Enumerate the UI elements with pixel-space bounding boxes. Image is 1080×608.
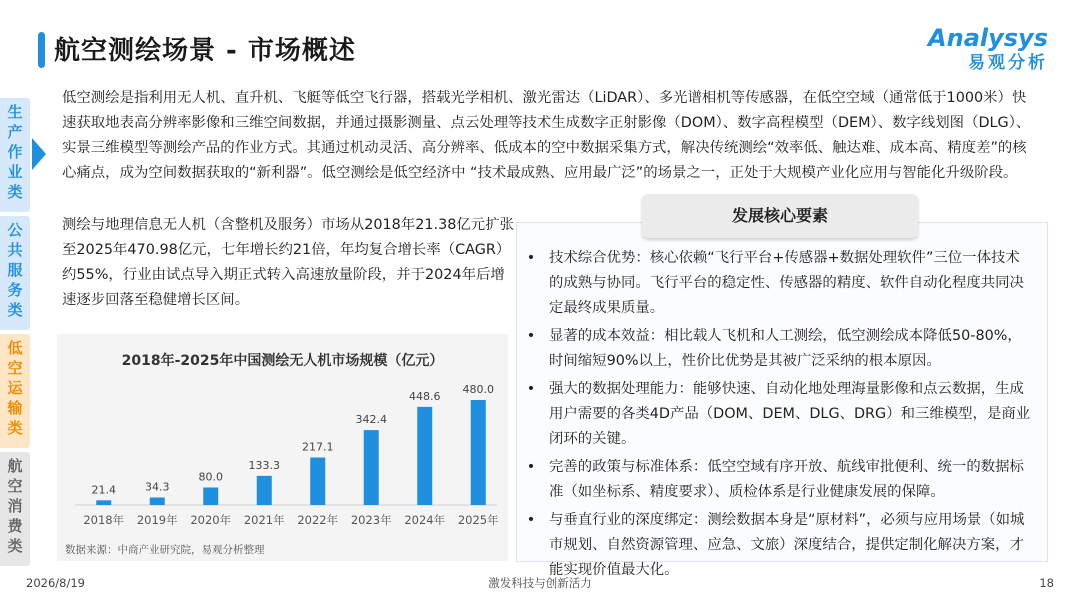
bullet-icon: • [526,512,536,528]
list-item [524,246,1032,321]
chart-bar [257,476,272,505]
chart-bar [150,497,165,505]
x-tick-label: 2024年 [404,513,446,527]
nav-char: 服 [7,261,23,279]
nav-char: 生 [7,103,23,121]
nav-char: 空 [7,477,23,495]
x-tick-label: 2018年 [83,513,125,527]
chart-bar [203,488,218,506]
bar-value-label: 80.0 [198,470,223,484]
x-tick-label: 2025年 [457,513,499,527]
x-tick-label: 2021年 [243,513,285,527]
nav-char: 空 [7,359,23,377]
footer-date: 2026/8/19 [26,576,85,590]
intro-paragraph: 低空测绘是指利用无人机、直升机、飞艇等低空飞行器，搭载光学相机、激光雷达（LiDAR）、多光谱相机等传感器，在低空空域（通常低于1000米）快速获取地表高分辨率影像和三维空间数据，并通过摄影测量、点云处理等技术生成数字正射影像（DOM）、数字高程模型（DEM）、数字线划图（DLG）、实景三维模型等测绘产品的作业方式。其通过机动灵活、高分辨率、低成本的空中数据采集方式，解决传统测绘“效率低、触达难、成本高、精度差”的核心痛点，成为空间数据获取的“新利器”。低空测绘是低空经济中 “技术最成熟、应用最广泛”的场景之一，正处于大规模产业化应用与智能化升级阶段。 [62,90,1031,181]
nav-char: 共 [7,241,23,259]
bar-chart-svg [57,334,508,561]
nav-char: 消 [7,497,23,515]
x-tick-label: 2020年 [190,513,232,527]
chart-source: 数据来源：中商产业研究院，易观分析整理 [65,544,265,556]
page-number: 18 [1039,576,1054,590]
bar-value-label: 217.1 [302,440,334,454]
chart-bar [417,407,432,505]
active-nav-arrow-icon [32,138,46,170]
bar-value-label: 448.6 [409,389,441,403]
chart-title: 2018年-2025年中国测绘无人机市场规模（亿元） [121,353,444,369]
sidebar-nav [0,98,30,570]
x-tick-label: 2022年 [297,513,339,527]
list-item [524,455,1032,505]
list-item [524,508,1032,583]
nav-char: 类 [7,301,23,319]
nav-char: 航 [7,457,23,475]
list-item [524,324,1032,374]
market-size-chart [57,334,508,561]
sidebar-item-production[interactable] [0,98,30,212]
nav-char: 公 [7,221,23,239]
market-paragraph: 测绘与地理信息无人机（含整机及服务）市场从2018年21.38亿元扩张至2025年470.98亿元，七年增长约21倍，年均复合增长率（CAGR）约55%，行业由试点导入期正式转入高速放量阶段，并于2024年后增速逐步回落至稳健增长区间。 [62,217,514,308]
sidebar-item-public-service[interactable] [0,216,30,330]
sidebar-item-aviation-consumer[interactable] [0,452,30,566]
chart-bar [96,500,111,505]
list-item [524,377,1032,452]
core-factors-list [524,246,1032,586]
nav-char: 务 [7,281,23,299]
title-accent-bar [38,32,45,68]
bullet-icon: • [526,250,536,266]
bar-value-label: 21.4 [91,483,116,497]
bar-value-label: 480.0 [462,383,494,396]
x-tick-label: 2019年 [136,513,178,527]
nav-char: 低 [7,339,23,357]
analysys-logo [928,24,1048,74]
logo-chinese: 易观分析 [968,53,1048,73]
chart-bar [310,458,325,505]
nav-char: 类 [7,183,23,201]
list-item-text: 与垂直行业的深度绑定：测绘数据本身是“原材料”，必须与应用场景（如城市规划、自然资源管理、应急、文旅）深度结合，提供定制化解决方案，才能实现价值最大化。 [549,512,1025,578]
chart-bar [364,430,379,505]
logo-english: Analysys [928,24,1048,52]
x-tick-label: 2023年 [350,513,392,527]
nav-char: 类 [7,537,23,555]
chart-bar [471,400,486,505]
list-item-text: 强大的数据处理能力：能够快速、自动化地处理海量影像和点云数据，生成用户需要的各类4D产品（DOM、DEM、DLG、DRG）和三维模型，是商业闭环的关键。 [549,381,1031,447]
nav-char: 类 [7,419,23,437]
bar-value-label: 34.3 [145,480,170,494]
panel-header: 发展核心要素 [642,194,918,238]
bullet-icon: • [526,381,536,397]
footer-slogan: 激发科技与创新活力 [488,576,592,590]
nav-char: 产 [7,123,23,141]
sidebar-item-low-altitude-transport[interactable] [0,334,30,448]
bullet-icon: • [526,459,536,475]
nav-char: 输 [7,399,23,417]
nav-char: 业 [7,163,23,181]
nav-char: 运 [7,379,23,397]
bullet-icon: • [526,328,536,344]
list-item-text: 技术综合优势：核心依赖“飞行平台+传感器+数据处理软件”三位一体技术的成熟与协同。飞行平台的稳定性、传感器的精度、软件自动化程度共同决定最终成果质量。 [549,250,1024,316]
list-item-text: 显著的成本效益：相比载人飞机和人工测绘，低空测绘成本降低50-80%，时间缩短90%以上，性价比优势是其被广泛采纳的根本原因。 [549,328,1022,369]
nav-char: 费 [7,517,23,535]
bar-value-label: 342.4 [355,413,387,427]
nav-char: 作 [7,143,23,161]
page-title: 航空测绘场景 - 市场概述 [54,36,356,66]
bar-value-label: 133.3 [248,458,280,472]
list-item-text: 完善的政策与标准体系：低空空域有序开放、航线审批便利、统一的数据标准（如坐标系、精度要求）、质检体系是行业健康发展的保障。 [549,459,1024,500]
